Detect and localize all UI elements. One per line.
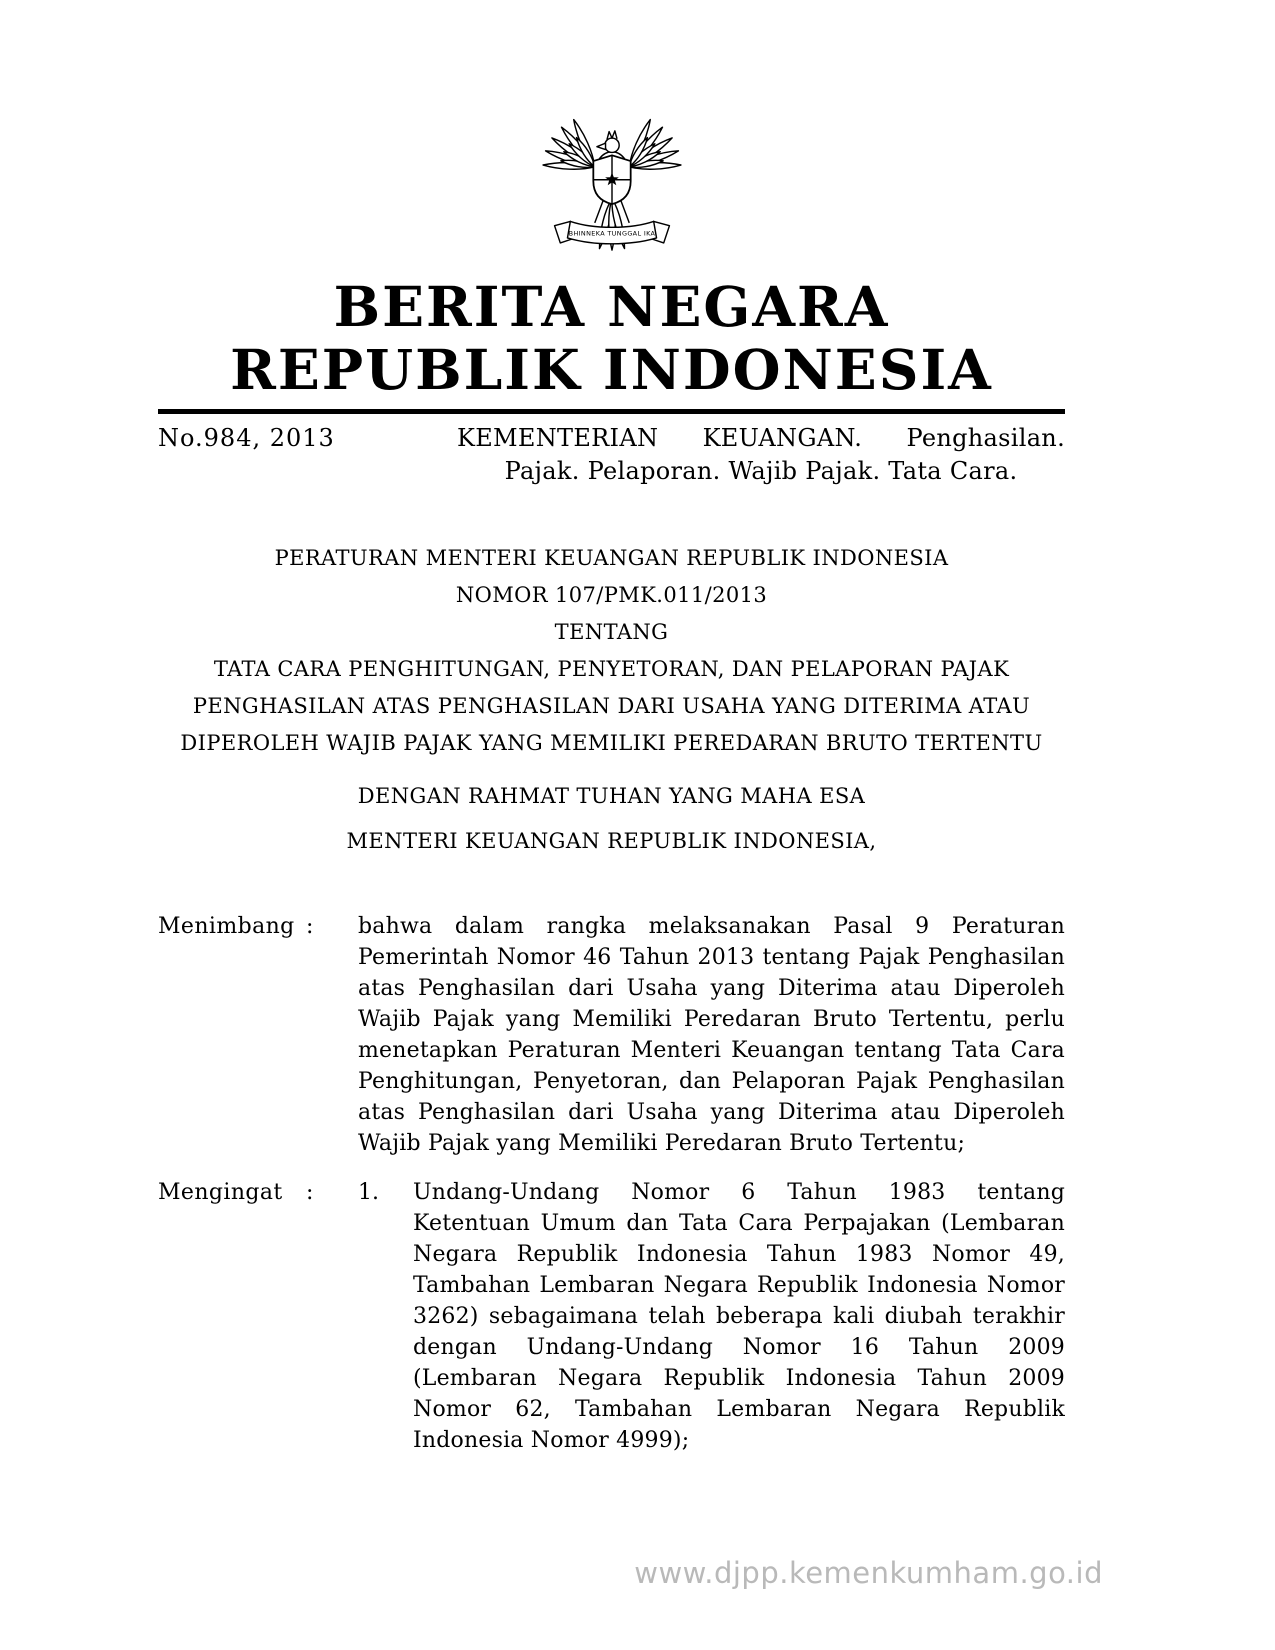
beak-icon [596, 143, 605, 149]
heading-line-3: TENTANG [554, 620, 669, 644]
menimbang-block [158, 911, 1065, 1159]
heading-line-2: NOMOR 107/PMK.011/2013 [455, 583, 768, 607]
right-leg-icon [620, 200, 629, 223]
mengingat-label: Mengingat [158, 1180, 283, 1205]
menimbang-label: Menimbang [158, 914, 295, 939]
garuda-pancasila-icon [533, 72, 691, 253]
pancasila-shield-icon [593, 155, 630, 204]
invocation-line: DENGAN RAHMAT TUHAN YANG MAHA ESA [357, 784, 866, 808]
issue-subject: KEMENTERIAN KEUANGAN. Penghasilan. Pajak. Pelaporan. Wajib Pajak. Tata Cara. [457, 424, 1065, 485]
masthead-title [158, 275, 1065, 401]
footer-watermark-url: www.djpp.kemenkumham.go.id [634, 1556, 1103, 1590]
head-icon [604, 138, 618, 152]
regulation-title: TATA CARA PENGHITUNGAN, PENYETORAN, DAN PELAPORAN PAJAK PENGHASILAN ATAS PENGHASILAN DARI USAHA YANG DITERIMA ATAU DIPEROLEH WAJIB PAJAK YANG MEMILIKI PEREDARAN BRUTO TERTENTU [180, 657, 1043, 755]
heading-line-1: PERATURAN MENTERI KEUANGAN REPUBLIK INDONESIA [274, 546, 949, 570]
emblem-container [158, 72, 1065, 253]
mengingat-items [358, 1177, 1065, 1456]
menimbang-colon: : [306, 914, 314, 939]
mengingat-block [158, 1177, 1065, 1456]
masthead-rule [158, 409, 1065, 414]
regulation-heading [158, 540, 1065, 762]
mengingat-item-1 [358, 1177, 1065, 1456]
mengingat-item-1-text: Undang-Undang Nomor 6 Tahun 1983 tentang Ketentuan Umum dan Tata Cara Perpajakan (Lembaran Negara Republik Indonesia Tahun 1983 Nomor 49, Tambahan Lembaran Negara Republik Indonesia Nomor 3262) sebagaimana telah beberapa kali diubah terakhir dengan Undang-Undang Nomor 16 Tahun 2009 (Lembaran Negara Republik Indonesia Tahun 2009 Nomor 62, Tambahan Lembaran Negara Republik Indonesia Nomor 4999); [413, 1180, 1065, 1453]
masthead-line2: REPUBLIK INDONESIA [230, 337, 993, 402]
masthead-line1: BERITA NEGARA [333, 274, 890, 339]
mengingat-item-1-number: 1. [358, 1180, 379, 1205]
authority-line: MENTERI KEUANGAN REPUBLIK INDONESIA, [346, 829, 877, 853]
left-wing-icon [542, 118, 597, 170]
left-leg-icon [594, 200, 603, 223]
right-wing-icon [626, 118, 681, 170]
menimbang-text: bahwa dalam rangka melaksanakan Pasal 9 Peraturan Pemerintah Nomor 46 Tahun 2013 tentang Pajak Penghasilan atas Penghasilan dari Usaha yang Diterima atau Diperoleh Wajib Pajak yang Memiliki Peredaran Bruto Tertentu, perlu menetapkan Peraturan Menteri Keuangan tentang Tata Cara Penghitungan, Penyetoran, dan Pelaporan Pajak Penghasilan atas Penghasilan dari Usaha yang Diterima atau Diperoleh Wajib Pajak yang Memiliki Peredaran Bruto Tertentu; [358, 914, 1065, 1156]
emblem-banner-text: BHINNEKA TUNGGAL IKA [568, 229, 655, 238]
preamble [158, 911, 1065, 1456]
issue-row [158, 422, 1065, 488]
mengingat-colon: : [306, 1180, 314, 1205]
issue-number: No.984, 2013 [158, 424, 335, 452]
